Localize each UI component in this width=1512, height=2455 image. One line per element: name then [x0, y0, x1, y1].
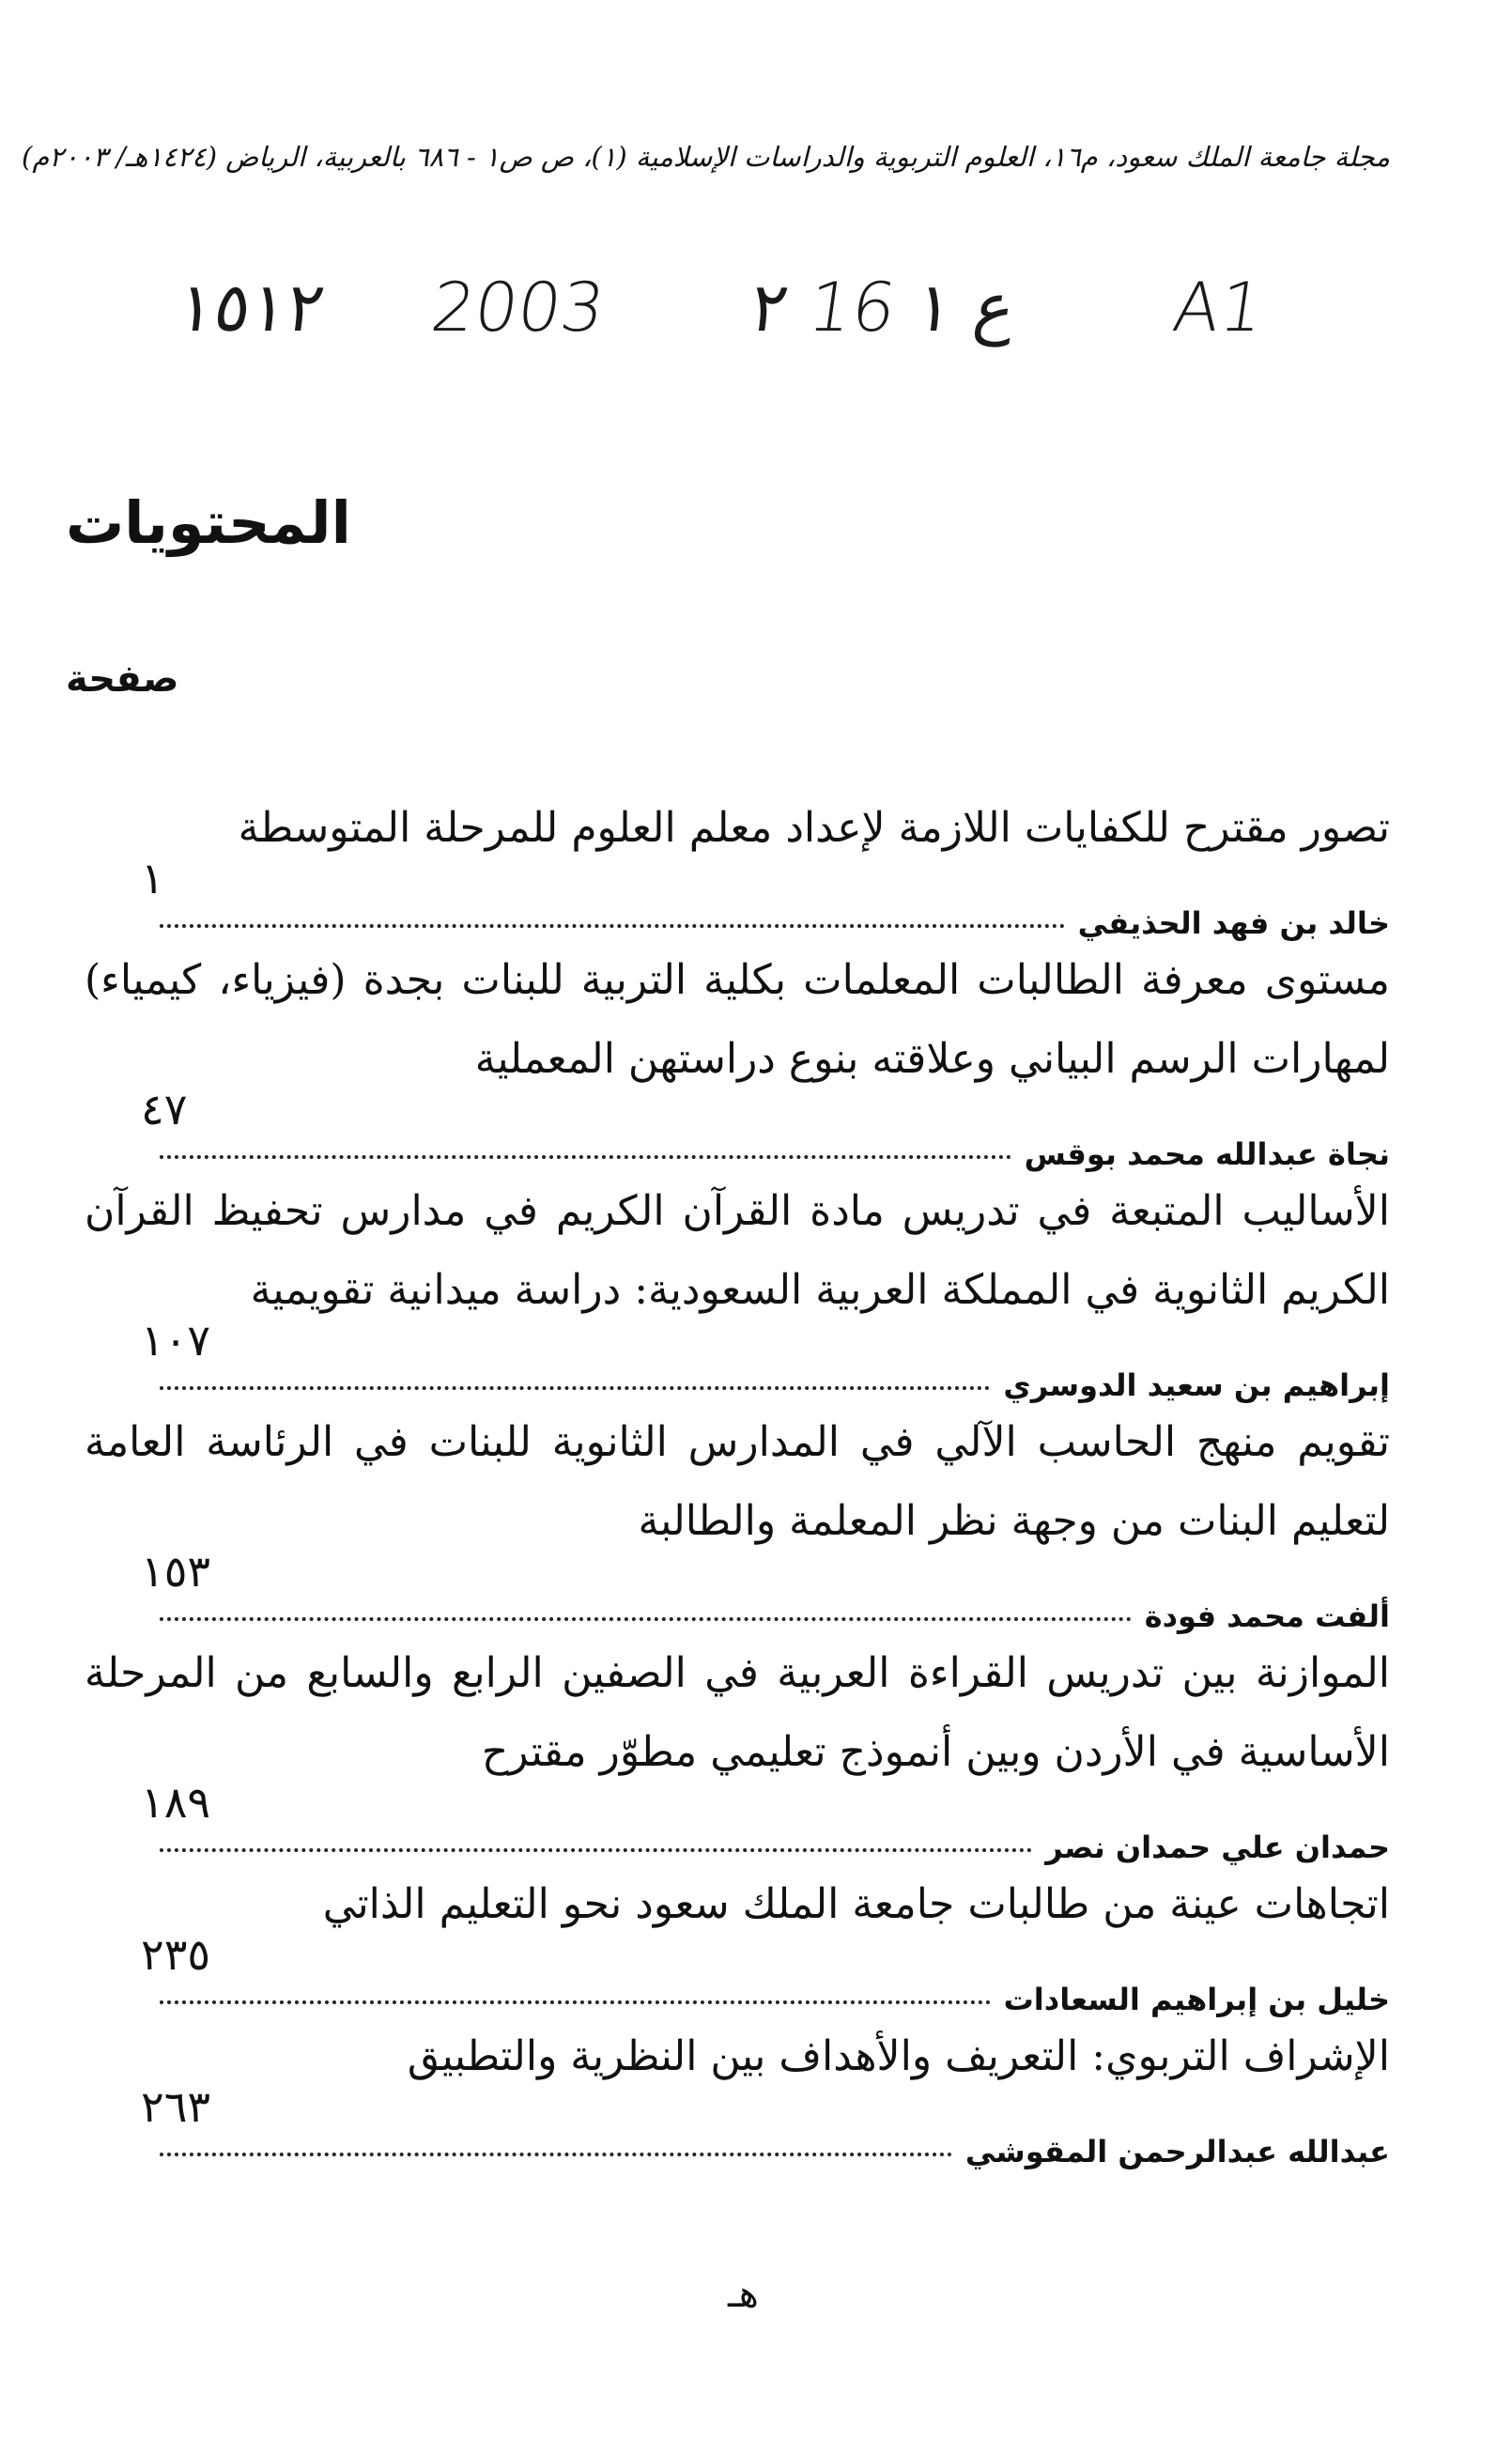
dot-leader: [160, 924, 1065, 928]
toc-entry[interactable]: [66, 1634, 1390, 1865]
dot-leader: [160, 1617, 1132, 1621]
journal-citation-header: مجلة جامعة الملك سعود، م١٦، العلوم التربوية والدراسات الإسلامية (١)، ص ص١ - ٦٨٦ بالعربية، الرياض (١٤٢٤هـ/ ٢٠٠٣م): [22, 141, 1390, 173]
toc-entry-page: ١٠٧: [141, 1315, 211, 1366]
dot-leader: [160, 2000, 991, 2004]
dot-leader: [160, 1386, 990, 1390]
dot-leader: [160, 2153, 952, 2156]
toc-entry-author: ألفت محمد فودة: [1144, 1598, 1390, 1634]
handwritten-note-3: ٢ 16 ع ١: [746, 268, 1021, 347]
handwritten-note-2: 2003: [426, 268, 610, 347]
handwritten-note-1: ١٥١٢: [173, 268, 330, 347]
toc-entry-title[interactable]: تقويم منهج الحاسب الآلي في المدارس الثانوية للبنات في الرئاسة العامة لتعليم البنات من وجهة نظر المعلمة والطالبة: [85, 1418, 1391, 1545]
toc-entry-title[interactable]: الإشراف التربوي: التعريف والأهداف بين النظرية والتطبيق: [407, 2032, 1390, 2080]
toc-entry-author: عبدالله عبدالرحمن المقوشي: [964, 2134, 1390, 2169]
toc-entry[interactable]: [66, 1865, 1390, 2017]
toc-entry-title[interactable]: تصور مقترح للكفايات اللازمة لإعداد معلم العلوم للمرحلة المتوسطة: [238, 804, 1390, 852]
toc-entry-author: نجاة عبدالله محمد بوقس: [1024, 1136, 1390, 1172]
page-title: المحتويات: [66, 488, 351, 557]
table-of-contents: [66, 789, 1390, 2169]
toc-entry[interactable]: [66, 1172, 1390, 1403]
handwritten-annotations: [173, 249, 1352, 390]
toc-entry-title[interactable]: الأساليب المتبعة في تدريس مادة القرآن الكريم في مدارس تحفيظ القرآن الكريم الثانوية في المملكة العربية السعودية: دراسة ميدانية تقويمية: [85, 1187, 1390, 1314]
toc-entry-author: خليل بن إبراهيم السعادات: [1003, 1982, 1390, 2017]
toc-entry-author: خالد بن فهد الحذيفي: [1077, 905, 1390, 941]
toc-entry-page: ١٥٣: [141, 1546, 211, 1597]
toc-entry-title[interactable]: مستوى معرفة الطالبات المعلمات بكلية التربية للبنات بجدة (فيزياء، كيمياء) لمهارات الرسم البياني وعلاقته بنوع دراستهن المعملية: [85, 956, 1390, 1083]
toc-entry-author: إبراهيم بن سعيد الدوسري: [1003, 1367, 1390, 1403]
toc-entry-page: ٢٣٥: [141, 1929, 211, 1980]
handwritten-note-4: A1: [1168, 268, 1269, 347]
toc-entry[interactable]: [66, 789, 1390, 941]
toc-entry-title[interactable]: الموازنة بين تدريس القراءة العربية في الصفين الرابع والسابع من المرحلة الأساسية في الأردن وبين أنموذج تعليمي مطوّر مقترح: [85, 1649, 1390, 1776]
toc-entry-page: ١: [141, 853, 164, 903]
toc-entry-page: ١٨٩: [141, 1777, 211, 1828]
dot-leader: [160, 1848, 1032, 1852]
toc-entry-title[interactable]: اتجاهات عينة من طالبات جامعة الملك سعود نحو التعليم الذاتي: [322, 1880, 1390, 1928]
toc-entry[interactable]: [66, 1403, 1390, 1634]
toc-entry[interactable]: [66, 941, 1390, 1172]
page-column-label: صفحة: [66, 657, 179, 701]
toc-entry-page: ٢٦٣: [141, 2081, 211, 2132]
toc-entry[interactable]: [66, 2017, 1390, 2169]
toc-entry-author: حمدان علي حمدان نصر: [1045, 1830, 1390, 1865]
page-marker: هـ: [728, 2273, 759, 2316]
dot-leader: [160, 1155, 1011, 1159]
toc-entry-page: ٤٧: [141, 1084, 188, 1135]
